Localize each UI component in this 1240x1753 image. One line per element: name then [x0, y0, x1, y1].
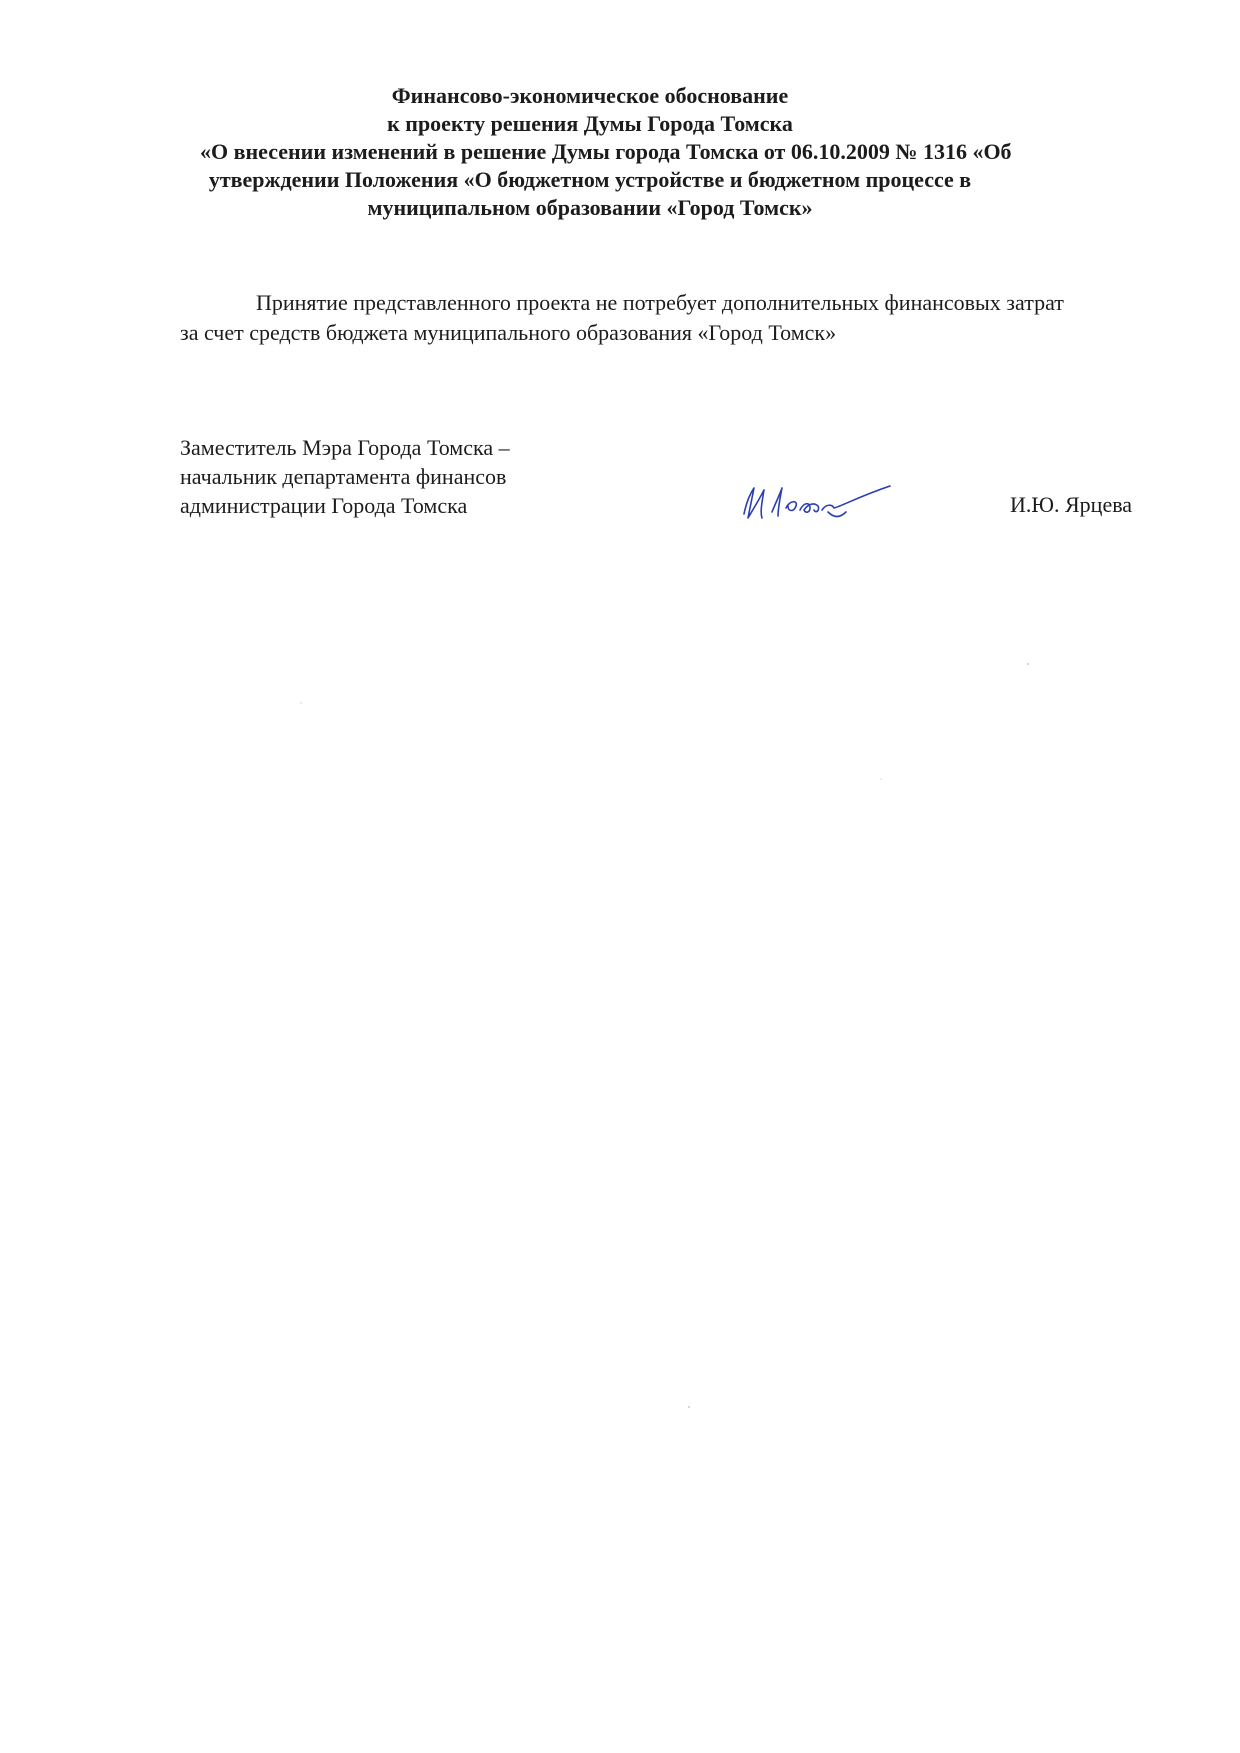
title-line: «О внесении изменений в решение Думы города Томска от 06.10.2009 № 1316 «Об [200, 139, 1012, 164]
title-line: Финансово-экономическое обоснование [391, 83, 789, 108]
body-line: за счет средств бюджета муниципального образования «Город Томск» [180, 320, 837, 345]
scan-speck [880, 778, 882, 780]
handwritten-signature [730, 478, 900, 538]
signatory-line: администрации Города Томска [180, 493, 468, 518]
title-line: к проекту решения Думы Города Томска [387, 111, 793, 136]
scan-speck [300, 702, 302, 704]
signatory-line: Заместитель Мэра Города Томска – [180, 435, 510, 460]
document-title [200, 82, 1012, 222]
title-line: муниципальном образовании «Город Томск» [367, 195, 813, 220]
signatory-line: начальник департамента финансов [180, 464, 507, 489]
body-line: Принятие представленного проекта не потребует дополнительных финансовых затрат [256, 290, 1064, 315]
title-line: утверждении Положения «О бюджетном устройстве и бюджетном процессе в [208, 167, 972, 192]
signatory-position [180, 433, 510, 520]
scan-speck [1027, 663, 1029, 665]
body-paragraph [180, 288, 1190, 348]
scan-speck [688, 1406, 690, 1408]
signer-name: И.Ю. Ярцева [1010, 492, 1133, 517]
